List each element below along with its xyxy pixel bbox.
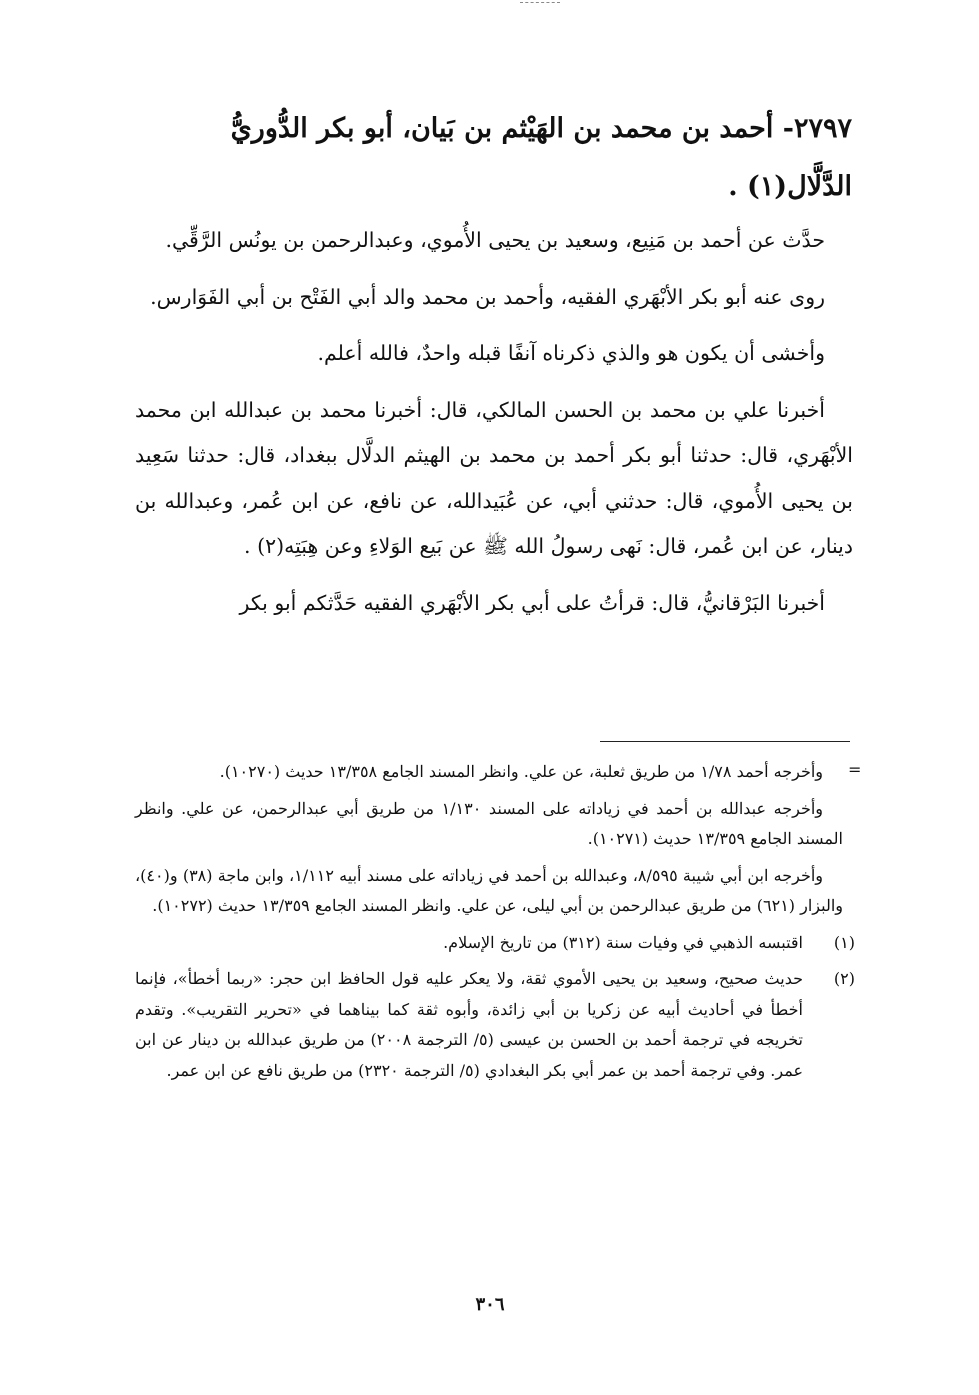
top-edge-mark [520, 2, 560, 3]
entry-heading: ٢٧٩٧- أحمد بن محمد بن الهَيْثم بن بَيان، أبو بكر الدُّوريُّ الدَّلَّال(١) . [230, 113, 852, 202]
page-number: ٣٠٦ [475, 1294, 505, 1315]
footnote-separator [600, 741, 850, 742]
footnotes [135, 757, 855, 1092]
paragraph-narrated-from: حدَّث عن أحمد بن مَنِيع، وسعيد بن يحيى الأُموي، وعبدالرحمن بن يونُس الرَّقِّي. [165, 228, 825, 252]
footnote-number: (٢) [833, 969, 855, 988]
paragraph-hadith-chain: أخبرنا علي بن محمد بن الحسن المالكي، قال: أخبرنا محمد بن عبدالله ابن محمد الأبْهَري، قال: حدثنا أبو بكر أحمد بن محمد بن الهيثم الدلَّال ببغداد، قال: حدثنا سَعِيد بن يحيى الأُموي، قال: حدثني أبي، عن عُبَيدالله، عن نافع، عن ابن عُمر، وعبدالله بن دينار، عن ابن عُمر، قال: نَهى رسولُ الله ﷺ عن بَيع الوَلاءِ وعن هِبَتِه(٢) . [135, 397, 853, 558]
footnote-1 [135, 928, 855, 959]
footnote-continued-2: وأخرجه عبدالله بن أحمد في زياداته على المسند ١/١٣٠ من طريق أبي عبدالرحمن، عن علي. وانظر المسند الجامع ١٣/٣٥٩ حديث (١٠٢٧١). [135, 798, 843, 848]
paragraph-narrated-by: روى عنه أبو بكر الأبْهَري الفقيه، وأحمد بن محمد والد أبي الفَتْح بن أبي الفَوَارس. [150, 284, 825, 309]
footnote-2 [135, 964, 855, 1086]
footnote-text: حديث صحيح، وسعيد بن يحيى الأموي ثقة، ولا يعكر عليه قول الحافظ ابن حجر: «ربما أخطأ»، فإنما أخطأ في أحاديث أبيه عن زكريا بن أبي زائدة، وأبوه ثقة كما بيناهما في «تحرير التقريب». وتقدم تخريجه في ترجمة أحمد بن الحسن بن عيسى (٥/ الترجمة ٢٠٠٨) من طريق عبدالله بن دينار عن ابن عمر. وفي ترجمة أحمد بن عمر أبي بكر البغدادي (٥/ الترجمة ٢٣٢٠) من طريق نافع عن ابن عمر. [135, 969, 803, 1080]
footnote-continuation-marker: = [848, 760, 862, 779]
footnote-continued-3: وأخرجه ابن أبي شيبة ٨/٥٩٥، وعبدالله بن أحمد في زياداته على مسند أبيه ١/١١٢، وابن ماجة (٣٨) و(٤٠)، والبزار (٦٢١) من طريق عبدالرحمن بن أبي ليلى، عن علي. وانظر المسند الجامع ١٣/٣٥٩ حديث (١٠٢٧٢). [135, 865, 843, 915]
paragraph-continuation: أخبرنا البَرْقانيُّ، قال: قرأتُ على أبي بكر الأبْهَري الفقيه حَدَّثكم أبو بكر [239, 590, 825, 615]
main-text [135, 218, 853, 626]
paragraph-author-comment: وأخشى أن يكون هو والذي ذكرناه آنفًا قبله واحدٌ، فالله أعلم. [317, 341, 825, 365]
footnote-text: اقتبسه الذهبي في وفيات سنة (٣١٢) من تاريخ الإسلام. [443, 932, 803, 952]
footnote-continued-1: وأخرجه أحمد ١/٧٨ من طريق ثعلبة، عن علي. وانظر المسند الجامع ١٣/٣٥٨ حديث (١٠٢٧٠). [219, 762, 823, 781]
footnote-number: (١) [833, 932, 855, 952]
